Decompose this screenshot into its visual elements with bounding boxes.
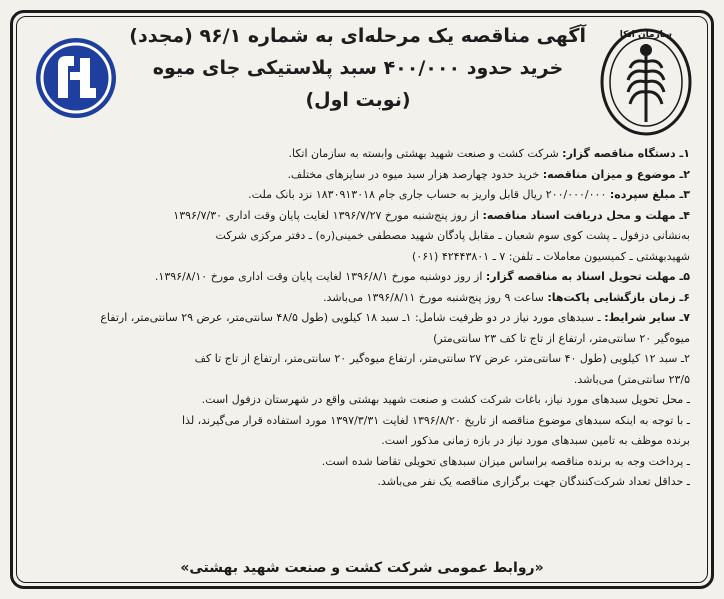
notice-round: (نوبت اول) xyxy=(305,89,411,111)
notice-line xyxy=(30,431,690,452)
notice-line xyxy=(30,267,690,288)
notice-line xyxy=(30,144,690,165)
notice-line xyxy=(30,349,690,370)
section-text: به‌نشانی دزفول ـ پشت کوی سوم شعبان ـ مقابل پادگان شهید مصطفی خمینی(ره) ـ دفتر مرکزی شرکت xyxy=(215,229,690,242)
section-text: شرکت کشت و صنعت شهید بهشتی وابسته به سازمان اتکا. xyxy=(288,147,559,160)
section-label: ۵ـ مهلت تحویل اسناد به مناقصه گزار: xyxy=(485,270,690,283)
section-label: ۳ـ مبلغ سپرده: xyxy=(609,188,690,201)
notice-line xyxy=(30,452,690,473)
company-logo-icon xyxy=(34,36,118,120)
notice-line xyxy=(30,288,690,309)
notice-line xyxy=(30,165,690,186)
notice-line xyxy=(30,411,690,432)
etka-emblem-icon xyxy=(596,22,696,142)
section-text: از روز پنج‌شنبه مورخ ۱۳۹۶/۷/۲۷ لغایت پایان وقت اداری ۱۳۹۶/۷/۳۰ xyxy=(173,208,479,222)
section-text: برنده موظف به تامین سبدهای مورد نیاز در بازه زمانی مذکور است. xyxy=(381,434,690,447)
section-label: ۱ـ دستگاه مناقصه گزار: xyxy=(562,147,690,160)
section-text: ـ پرداخت وجه به برنده مناقصه براساس میزان سبدهای تحویلی تقاضا شده است. xyxy=(321,454,690,468)
section-label: ۶ـ زمان بازگشایی پاکت‌ها: xyxy=(547,290,690,304)
notice-header xyxy=(130,20,586,116)
section-text: ۲۳/۵ سانتی‌متر) می‌باشد. xyxy=(573,372,690,386)
notice-line xyxy=(30,472,690,493)
notice-line xyxy=(30,185,690,206)
notice-line xyxy=(30,226,690,247)
section-text: ـ سبدهای مورد نیاز در دو ظرفیت شامل: ۱ـ سبد ۱۸ کیلویی (طول ۴۸/۵ سانتی‌متر، عرض ۲۹ سانتی‌متر، ارتفاع xyxy=(100,311,601,324)
notice-line xyxy=(30,308,690,329)
section-text: ساعت ۹ روز پنج‌شنبه مورخ ۱۳۹۶/۸/۱۱ می‌باشد. xyxy=(323,290,544,304)
section-text: ۲ـ سبد ۱۲ کیلویی (طول ۴۰ سانتی‌متر، عرض ۲۷ سانتی‌متر، ارتفاع میوه‌گیر ۲۰ سانتی‌متر، ارتفاع از تاج تا کف xyxy=(194,352,690,365)
section-label: ۲ـ موضوع و میزان مناقصه: xyxy=(542,167,690,181)
section-label: ۷ـ سایر شرایط: xyxy=(604,311,690,324)
section-text: ـ با توجه به اینکه سبدهای موضوع مناقصه از تاریخ ۱۳۹۶/۸/۲۰ لغایت ۱۳۹۷/۳/۳۱ مورد استفاده قرار می‌گیرند، لذا xyxy=(182,413,690,427)
notice-line xyxy=(30,329,690,350)
etka-caption: سازمان اتکا xyxy=(619,30,672,40)
notice-line xyxy=(30,370,690,391)
notice-line xyxy=(30,206,690,227)
notice-subject: خرید حدود ۴۰۰/۰۰۰ سبد پلاستیکی جای میوه xyxy=(152,57,564,79)
section-label: ۴ـ مهلت و محل دریافت اسناد مناقصه: xyxy=(482,208,690,222)
section-text: ۲۰۰/۰۰۰/۰۰۰ ریال قابل واریز به حساب جاری جام ۱۸۳۰۹۱۳۰۱۸ نزد بانک ملت. xyxy=(248,188,607,201)
section-text: ـ حداقل تعداد شرکت‌کنندگان جهت برگزاری مناقصه یک نفر می‌باشد. xyxy=(377,475,690,488)
notice-title: آگهی مناقصه یک مرحله‌ای به شماره ۹۶/۱ (مجدد) xyxy=(129,25,586,47)
public-relations-signature: «روابط عمومی شرکت کشت و صنعت شهید بهشتی» xyxy=(180,560,544,576)
section-text: میوه‌گیر ۲۰ سانتی‌متر، ارتفاع از تاج تا کف ۲۳ سانتی‌متر) xyxy=(433,331,690,345)
section-text: شهیدبهشتی ـ کمیسیون معاملات ـ تلفن: ۷ ـ ۴۲۴۴۳۸۰۱ (۰۶۱) xyxy=(412,249,690,263)
notice-body xyxy=(30,144,690,493)
section-text: ـ محل تحویل سبدهای مورد نیاز، باغات شرکت کشت و صنعت شهید بهشتی واقع در شهرستان دزفول است. xyxy=(201,393,690,406)
section-text: خرید حدود چهارصد هزار سبد میوه در سایزهای مختلف. xyxy=(287,167,540,181)
section-text: از روز دوشنبه مورخ ۱۳۹۶/۸/۱ لغایت پایان وقت اداری مورخ ۱۳۹۶/۸/۱۰. xyxy=(154,270,483,283)
notice-line xyxy=(30,390,690,411)
notice-line xyxy=(30,247,690,268)
